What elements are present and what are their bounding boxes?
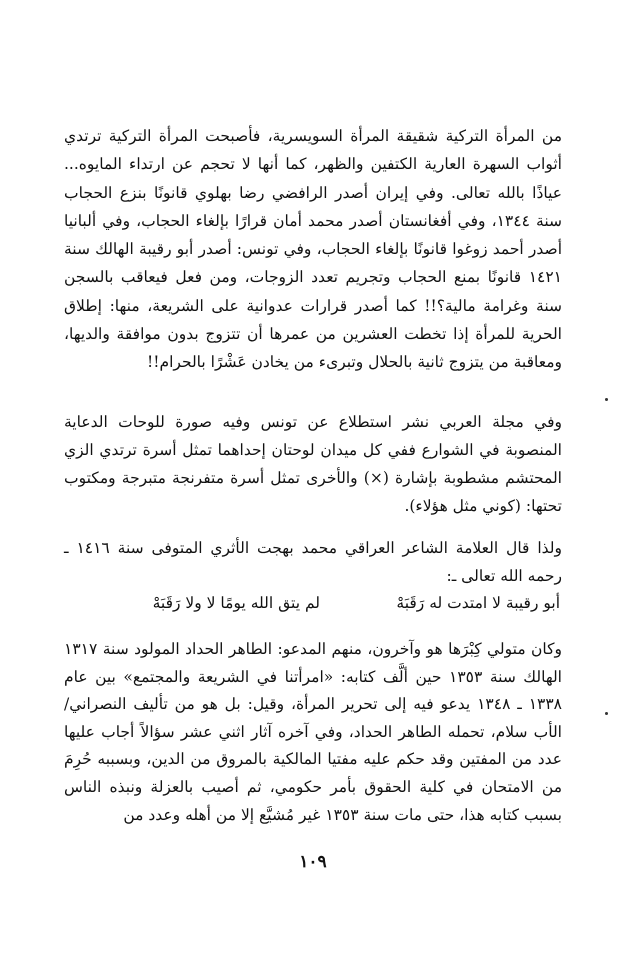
paragraph-text: ولذا قال العلامة الشاعر العراقي محمد بهجت الأثري المتوفى سنة ١٤١٦ ـ رحمه الله تعالى ـ: — [64, 539, 562, 585]
verse-first-hemistich: أبو رقيبة لا امتدت له رَقَبَهْ — [396, 594, 560, 612]
paragraph-1 — [64, 122, 562, 377]
paragraph-4 — [64, 636, 562, 829]
paragraph-text: وكان متولي كِبْرَها هو وآخرون، منهم المدعو: الطاهر الحداد المولود سنة ١٣١٧ الهالك سنة ١٣٥٣ حين ألَّف كتابه: «امرأتنا في الشريعة والمجتمع» بين عام ١٣٣٨ ـ ١٣٤٨ يدعو فيه إلى تحرير المرأة، وقيل: بل هو من تأليف النصراني/ الأب سلام، تحمله الطاهر الحداد، وفي آخره آثار اثني عشر سؤالاً أجاب عليها عدد من المفتين وقد حكم عليه مفتيا المالكية بالمروق من الدين، وبسببه حُرِمَ من الامتحان في كلية الحقوق بأمر حكومي، ثم أصيب بالعزلة ونبذه الناس بسبب كتابه هذا، حتى مات سنة ١٣٥٣ غير مُشيَّع إلا من أهله وعدد من — [64, 640, 562, 824]
page-number: ١٠٩ — [299, 852, 327, 872]
paragraph-text: وفي مجلة العربي نشر استطلاع عن تونس وفيه صورة للوحات الدعاية المنصوبة في الشوارع ففي كل ميدان لوحتان إحداهما تمثل أسرة ترتدي الزي المحتشم مشطوبة بإشارة (×) والأخرى تمثل أسرة متفرنجة متبرجة ومكتوب تحتها: (كوني مثل هؤلاء). — [64, 413, 562, 515]
paragraph-3 — [64, 534, 562, 590]
paragraph-text: من المرأة التركية شقيقة المرأة السويسرية، فأصبحت المرأة التركية ترتدي أثواب السهرة العارية الكتفين والظهر، كما أنها لا تحجم عن ارتداء المايوه... عياذًا بالله تعالى. وفي إيران أصدر الرافضي رضا بهلوي قانونًا بنزع الحجاب سنة ١٣٤٤، وفي أفغانستان أصدر محمد أمان قرارًا بإلغاء الحجاب، وفي ألبانيا أصدر أحمد زوغوا قانونًا بإلغاء الحجاب، وفي تونس: أصدر أبو رقيبة الهالك سنة ١٤٢١ قانونًا بمنع الحجاب وتجريم تعدد الزوجات، ومن فعل فيعاقب بالسجن سنة وغرامة مالية؟!! كما أصدر قرارات عدوانية على الشريعة، منها: إطلاق الحرية للمرأة إذا تخطت العشرين من عمرها أن تتزوج بدون موافقة والديها، ومعاقبة من يتزوج ثانية بالحلال وتبرىء من يخادن عَشْرًا بالحرام!! — [64, 127, 562, 372]
paragraph-2 — [64, 408, 562, 520]
poetry-verse — [100, 594, 560, 622]
margin-speck — [605, 398, 608, 401]
verse-second-hemistich: لم يتق الله يومًا لا ولا رَقَبَهْ — [152, 594, 320, 612]
margin-speck — [605, 712, 608, 715]
